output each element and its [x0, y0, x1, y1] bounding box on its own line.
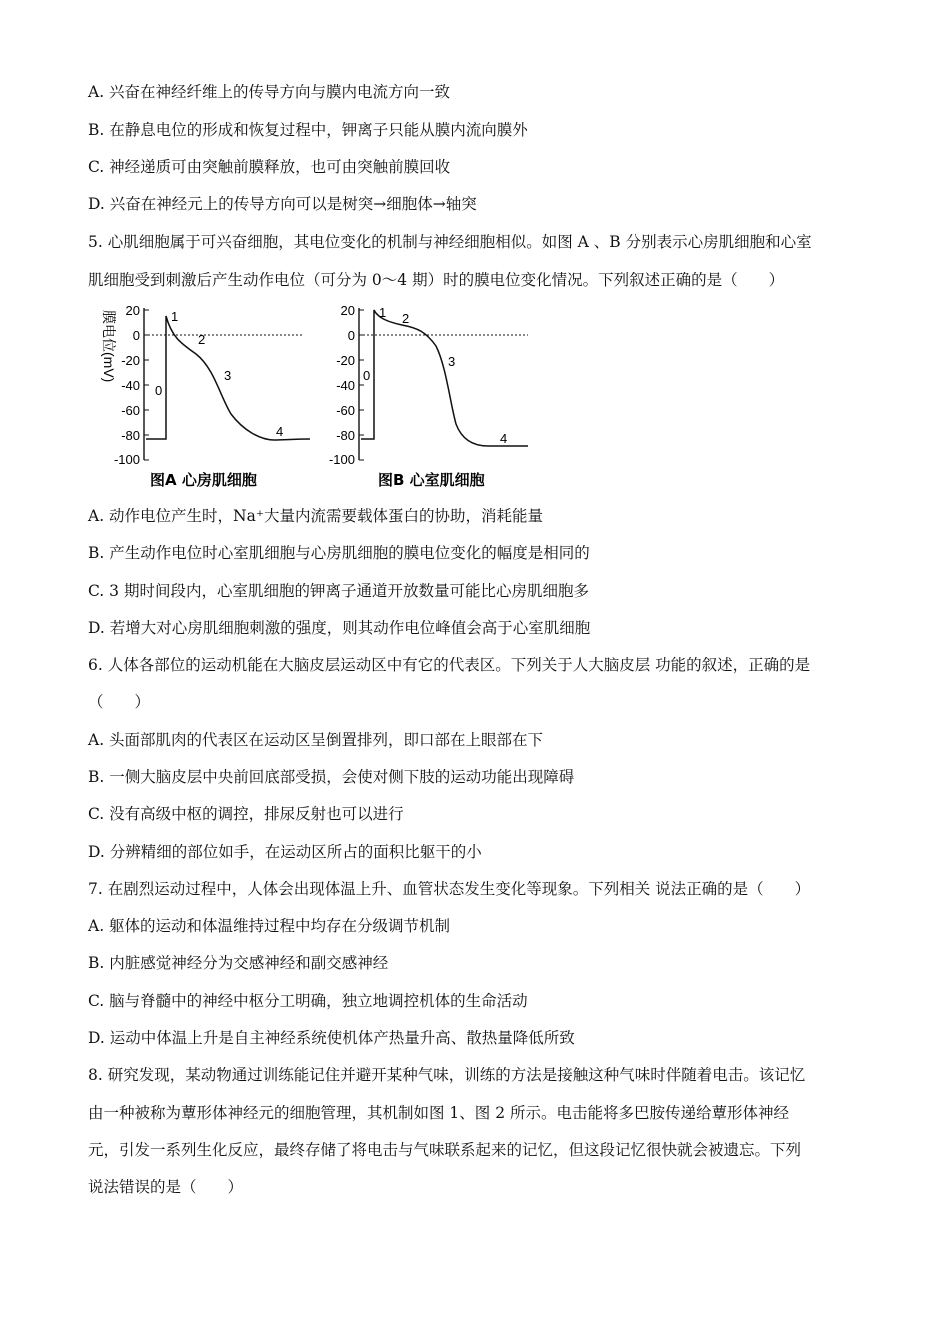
chart-b-ytick-m100: -100 [328, 452, 355, 467]
chart-a-phase-1: 1 [171, 309, 179, 324]
chart-a-ticks [144, 310, 149, 460]
chart-a-ytick-m100: -100 [113, 452, 140, 467]
chart-b-ytick-m40: -40 [336, 378, 355, 393]
chart-a-ytick-m40: -40 [121, 378, 140, 393]
chart-a-phase-0: 0 [155, 383, 163, 398]
q8-stem-line3: 元，引发一系列生化反应，最终存储了将电击与气味联系起来的记忆，但这段记忆很快就会被遗忘。下列 [88, 1141, 802, 1159]
chart-a-phase-4: 4 [276, 424, 284, 439]
chart-b-phase-4: 4 [500, 431, 508, 446]
chart-a-ytick-0: 0 [132, 328, 140, 343]
chart-a-phase-2: 2 [198, 332, 206, 347]
q6-option-c: C. 没有高级中枢的调控，排尿反射也可以进行 [88, 805, 404, 823]
q8-stem-line1: 8. 研究发现，某动物通过训练能记住并避开某种气味，训练的方法是接触这种气味时伴随着电击。该记忆 [88, 1066, 806, 1084]
chart-b-phase-0: 0 [363, 368, 371, 383]
membrane-potential-charts [88, 300, 548, 495]
chart-b-ytick-0: 0 [347, 328, 355, 343]
q5-stem-line2: 肌细胞受到刺激后产生动作电位（可分为 0～4 期）时的膜电位变化情况。下列叙述正确的是（ ） [88, 271, 785, 289]
chart-b-phase-2: 2 [402, 311, 410, 326]
q4-option-a: A. 兴奋在神经纤维上的传导方向与膜内电流方向一致 [88, 83, 451, 101]
chart-b-phase-3: 3 [448, 354, 456, 369]
chart-a-ylabel: 膜电位(mV) [101, 310, 117, 383]
q7-option-c: C. 脑与脊髓中的神经中枢分工明确，独立地调控机体的生命活动 [88, 992, 528, 1010]
q4-option-c: C. 神经递质可由突触前膜释放，也可由突触前膜回收 [88, 158, 451, 176]
q6-option-d: D. 分辨精细的部位如手，在运动区所占的面积比躯干的小 [88, 843, 482, 861]
chart-a-phase-3: 3 [224, 368, 232, 383]
chart-a-title: 图A 心房肌细胞 [150, 471, 257, 489]
q5-stem-line1: 5. 心肌细胞属于可兴奋细胞，其电位变化的机制与神经细胞相似。如图 A 、B 分别表示心房肌细胞和心室 [88, 233, 812, 251]
chart-b [329, 303, 528, 489]
q7-option-b: B. 内脏感觉神经分为交感神经和副交感神经 [88, 954, 389, 972]
q5-option-d: D. 若增大对心房肌细胞刺激的强度，则其动作电位峰值会高于心室肌细胞 [88, 619, 591, 637]
chart-b-ytick-m80: -80 [336, 428, 355, 443]
q4-option-d: D. 兴奋在神经元上的传导方向可以是树突→细胞体→轴突 [88, 195, 477, 213]
chart-a [101, 303, 310, 489]
q5-option-b: B. 产生动作电位时心室肌细胞与心房肌细胞的膜电位变化的幅度是相同的 [88, 544, 590, 562]
chart-b-curve [361, 310, 528, 446]
chart-a-ytick-m80: -80 [121, 428, 140, 443]
q4-option-b: B. 在静息电位的形成和恢复过程中，钾离子只能从膜内流向膜外 [88, 121, 528, 139]
q7-option-d: D. 运动中体温上升是自主神经系统使机体产热量升高、散热量降低所致 [88, 1029, 575, 1047]
membrane-potential-figure [88, 300, 548, 495]
chart-b-title: 图B 心室肌细胞 [378, 471, 485, 489]
chart-b-ytick-m60: -60 [336, 403, 355, 418]
chart-b-ticks [359, 310, 364, 460]
chart-a-ytick-m60: -60 [121, 403, 140, 418]
q8-stem-line2: 由一种被称为蕈形体神经元的细胞管理，其机制如图 1、图 2 所示。电击能将多巴胺传递给蕈形体神经 [88, 1104, 790, 1122]
chart-b-ytick-20: 20 [340, 303, 355, 318]
q7-stem: 7. 在剧烈运动过程中，人体会出现体温上升、血管状态发生变化等现象。下列相关 说法正确的是（ ） [88, 880, 811, 898]
chart-b-phase-1: 1 [379, 305, 387, 320]
q7-option-a: A. 躯体的运动和体温维持过程中均存在分级调节机制 [88, 917, 451, 935]
q6-option-b: B. 一侧大脑皮层中央前回底部受损，会使对侧下肢的运动功能出现障碍 [88, 768, 575, 786]
chart-a-ytick-20: 20 [125, 303, 140, 318]
q8-stem-line4: 说法错误的是（ ） [88, 1178, 244, 1196]
q6-stem-line2: （ ） [88, 693, 151, 711]
chart-b-ytick-m20: -20 [336, 353, 355, 368]
chart-a-ytick-m20: -20 [121, 353, 140, 368]
q6-stem-line1: 6. 人体各部位的运动机能在大脑皮层运动区中有它的代表区。下列关于人大脑皮层 功能的叙述，正确的是 [88, 656, 811, 674]
q5-option-a: A. 动作电位产生时，Na⁺大量内流需要载体蛋白的协助，消耗能量 [88, 507, 544, 525]
q5-option-c: C. 3 期时间段内，心室肌细胞的钾离子通道开放数量可能比心房肌细胞多 [88, 582, 589, 600]
q6-option-a: A. 头面部肌肉的代表区在运动区呈倒置排列，即口部在上眼部在下 [88, 731, 544, 749]
